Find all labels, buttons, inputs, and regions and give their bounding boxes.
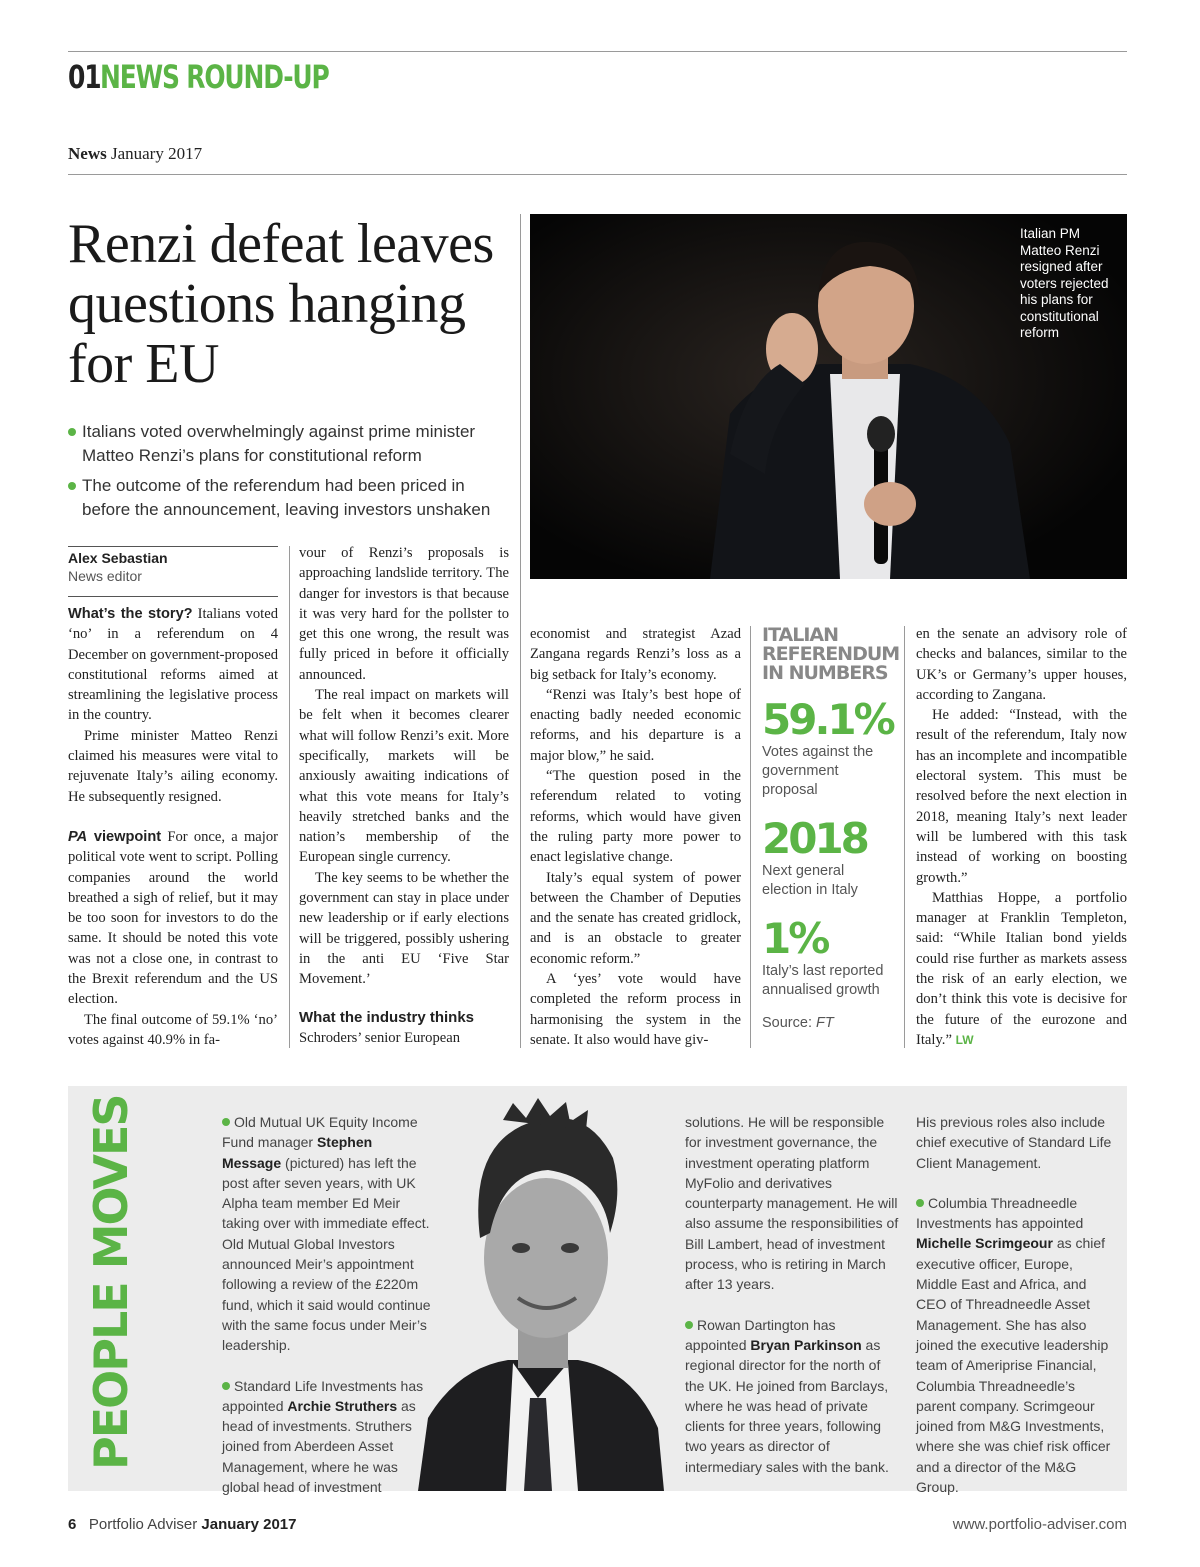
people-move-item: His previous roles also include chief executive of Standard Life Client Management. bbox=[916, 1114, 1112, 1171]
bullet-dot bbox=[916, 1199, 924, 1207]
referendum-numbers-box bbox=[762, 624, 900, 1033]
numbers-heading-line: IN NUMBERS bbox=[762, 662, 888, 684]
stat-value: 59.1% bbox=[762, 695, 893, 744]
dateline bbox=[68, 144, 202, 164]
paragraph: The final outcome of 59.1% ‘no’ votes against 40.9% in fa- bbox=[68, 1011, 278, 1048]
stat-label: Votes against the government proposal bbox=[762, 744, 874, 798]
column-divider bbox=[289, 546, 290, 1048]
paragraph: en the senate an advisory role of checks and balances, similar to the UK’s or Germany’s upper houses, according to Zangana. bbox=[916, 626, 1127, 703]
paragraph: Italy’s equal system of power between the Chamber of Deputies and the senate has created gridlock, and is an obstacle to greater economic reform.” bbox=[530, 869, 741, 967]
person-name: Stephen Message bbox=[222, 1134, 373, 1171]
numbers-source bbox=[762, 1014, 897, 1033]
byline bbox=[68, 550, 278, 584]
people-move-item bbox=[222, 1376, 432, 1498]
lead-in-italic: PA bbox=[68, 828, 88, 845]
people-moves-column-3 bbox=[916, 1112, 1116, 1517]
people-move-item bbox=[685, 1315, 899, 1477]
paragraph-text: For once, a major political vote went to script. Polling companies around the world breathed a sigh of relief, but it may be too soon for investors to do the same. It should be noted this vote was not a close one, in contrast to the Brexit referendum and the US election. bbox=[68, 828, 278, 1008]
paragraph: A ‘yes’ vote would have completed the reform process in harmonising the system in the senate. It also would have giv- bbox=[530, 971, 741, 1048]
dateline-label: News bbox=[68, 144, 107, 163]
dateline-date: January 2017 bbox=[110, 144, 203, 163]
paragraph: Schroders’ senior European bbox=[299, 1029, 461, 1046]
paragraph: economist and strategist Azad Zangana regards Renzi’s loss as a big setback for Italy’s economy. bbox=[530, 626, 741, 683]
item-text: Standard Life Investments has appointed bbox=[222, 1377, 424, 1414]
issue-date: January 2017 bbox=[201, 1516, 297, 1533]
byline-rule-top bbox=[68, 546, 278, 547]
photo-caption: Italian PM Matteo Renzi resigned after voters rejected his plans for constitutional reform bbox=[1020, 226, 1109, 340]
item-text: Rowan Dartington has appointed bbox=[685, 1316, 836, 1353]
paragraph bbox=[916, 888, 1127, 1050]
page-number: 6 bbox=[68, 1516, 77, 1533]
column-divider bbox=[750, 626, 751, 1048]
dateline-rule bbox=[68, 174, 1127, 175]
paragraph: The real impact on markets will be felt when it becomes clearer what will follow Renzi’s exit. More specifically, markets will be anxiously awaiting indications of what this vote means for Italy’s heavily stretched banks and the nation’s membership of the European single currency. bbox=[299, 687, 509, 866]
article-column-3 bbox=[530, 624, 741, 1050]
person-name: Archie Struthers bbox=[287, 1397, 398, 1414]
stat-block bbox=[762, 916, 897, 1000]
numbers-heading-line: ITALIAN bbox=[762, 624, 839, 646]
subheading: What the industry thinks bbox=[299, 1008, 475, 1026]
standfirst bbox=[68, 420, 508, 528]
top-rule bbox=[68, 51, 1127, 52]
standfirst-bullet: The outcome of the referendum had been priced in before the announcement, leaving investors unshaken bbox=[68, 474, 508, 522]
paragraph: “The question posed in the referendum related to voting reforms, which would have given the ruling party more power to enact legislative change. bbox=[530, 768, 741, 866]
person-name: Michelle Scrimgeour bbox=[916, 1235, 1053, 1252]
stat-label: Next general election in Italy bbox=[762, 863, 858, 898]
article-column-2 bbox=[299, 543, 509, 1048]
author-initials: LW bbox=[955, 1032, 974, 1047]
stat-block bbox=[762, 697, 897, 800]
paragraph: “Renzi was Italy’s best hope of enacting badly needed economic reforms, and his departure is a major blow,” he said. bbox=[530, 686, 741, 764]
byline-rule-bottom bbox=[68, 596, 278, 597]
numbers-heading bbox=[762, 624, 900, 684]
portrait-illustration bbox=[418, 1098, 664, 1491]
stat-value: 1% bbox=[762, 914, 828, 963]
website-url[interactable]: www.portfolio-adviser.com bbox=[952, 1516, 1127, 1533]
standfirst-bullet: Italians voted overwhelmingly against prime minister Matteo Renzi’s plans for constitutional reform bbox=[68, 420, 508, 468]
people-moves-title: PEOPLE MOVES bbox=[84, 1095, 138, 1470]
bullet-dot bbox=[222, 1118, 230, 1126]
bullet-dot bbox=[222, 1382, 230, 1390]
stephen-message-photo bbox=[418, 1098, 664, 1491]
article-column-1 bbox=[68, 604, 278, 1050]
stat-block bbox=[762, 816, 897, 900]
column-divider bbox=[904, 626, 905, 1048]
stat-value: 2018 bbox=[762, 814, 867, 863]
item-text: as head of investments. Struthers joined from Aberdeen Asset Management, where he was global head of investment bbox=[222, 1397, 416, 1496]
paragraph-text: Italians voted ‘no’ in a referendum on 4 December on government-proposed constitutional reforms aimed at streamlining the legislative process in the country. bbox=[68, 606, 278, 724]
lead-in bbox=[68, 829, 161, 845]
people-move-item bbox=[916, 1193, 1116, 1497]
numbers-heading-line: REFERENDUM bbox=[762, 643, 900, 665]
author-role: News editor bbox=[68, 568, 142, 584]
paragraph: Prime minister Matteo Renzi claimed his measures were vital to rejuvenate Italy’s ailing economy. He subsequently resigned. bbox=[68, 727, 278, 805]
people-moves-column-2 bbox=[685, 1112, 899, 1497]
paragraph: He added: “Instead, with the result of the referendum, Italy now has an incomplete and incompatible electoral system. This must be resolved before the next election in 2018, meaning Italy’s next leader will be lumbered with this task instead of working on boosting growth.” bbox=[916, 707, 1127, 886]
paragraph: vour of Renzi’s proposals is approaching landslide territory. The danger for investors is that because it was very hard for the pollster to get this one wrong, the result was fully priced in before it officially announced. bbox=[299, 545, 509, 683]
paragraph-text: Matthias Hoppe, a portfolio manager at Franklin Templeton, said: “While Italian bond yields could rise further as markets assess the risk of an early election, we don’t think this vote is decisive for the future of the eurozone and Italy.” bbox=[916, 889, 1127, 1048]
lead-in: What’s the story? bbox=[68, 606, 193, 622]
publication-name: Portfolio Adviser bbox=[88, 1516, 198, 1533]
stat-label: Italy’s last reported annualised growth bbox=[762, 963, 884, 998]
article-headline: Renzi defeat leaves questions hanging for EU bbox=[68, 213, 494, 395]
section-number: 01 bbox=[68, 58, 101, 96]
paragraph: The key seems to be whether the government can stay in place under new leadership or if early elections will be triggered, possibly ushering in the anti EU ‘Five Star Movement.’ bbox=[299, 869, 509, 988]
item-text: Old Mutual UK Equity Income Fund manager bbox=[222, 1114, 418, 1151]
source-name: FT bbox=[816, 1015, 834, 1031]
lead-in-text: viewpoint bbox=[87, 828, 162, 845]
person-name: Bryan Parkinson bbox=[750, 1336, 862, 1353]
people-move-item: solutions. He will be responsible for investment governance, the investment operating platform MyFolio and derivatives counterparty management. He will also assume the responsibilities of Bill Lambert, head of investment process, who is retiring in March after 13 years. bbox=[685, 1114, 899, 1293]
item-text: as chief executive officer, Europe, Middle East and Africa, and CEO of Threadneedle Asset Management. She has also joined the executive leadership team of Ameriprise Financial, Columbia Threadneedle’s parent company. Scrimgeour joined from M&G Investments, where she was chief risk officer and a director of the M&G Group. bbox=[916, 1235, 1111, 1496]
column-divider bbox=[520, 214, 521, 1048]
paragraph bbox=[68, 604, 278, 726]
section-title: NEWS ROUND-UP bbox=[100, 58, 329, 96]
people-move-item bbox=[222, 1112, 432, 1356]
item-text: as regional director for the north of the UK. He joined from Barclays, where he was head of private clients for three years, following two years as director of intermediary sales with the bank. bbox=[685, 1336, 889, 1475]
page-footer-left bbox=[68, 1516, 297, 1533]
bullet-dot bbox=[685, 1321, 693, 1329]
source-label: Source: bbox=[762, 1015, 812, 1031]
article-column-4 bbox=[916, 624, 1127, 1050]
author-name: Alex Sebastian bbox=[68, 550, 168, 566]
people-moves-column-1 bbox=[222, 1112, 432, 1517]
item-text: (pictured) has left the post after seven years, with UK Alpha team member Ed Meir taking over with immediate effect. Old Mutual Global Investors announced Meir’s appointment following a review of the £220m fund, which it said would continue with the same focus under Meir’s leadership. bbox=[222, 1154, 431, 1354]
paragraph bbox=[68, 827, 278, 1010]
item-text: Columbia Threadneedle Investments has appointed bbox=[916, 1194, 1084, 1232]
